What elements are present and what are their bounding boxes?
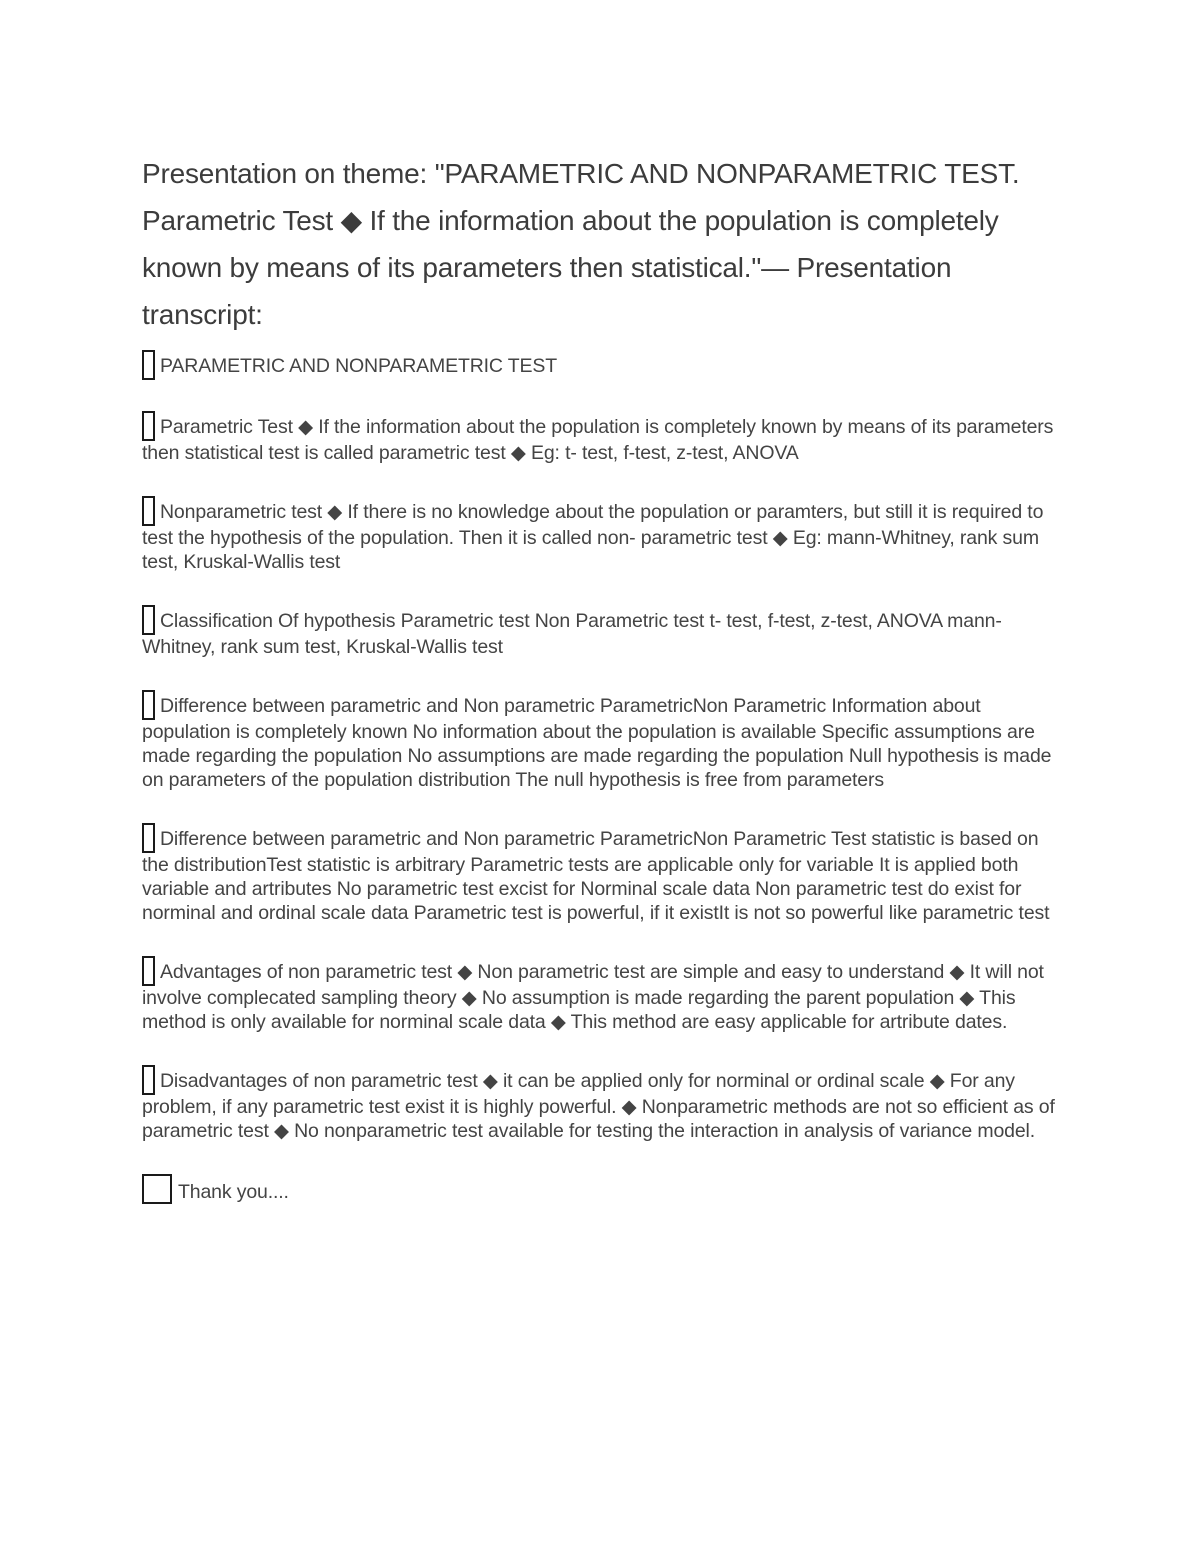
empty-box-icon — [142, 496, 155, 526]
empty-box-icon — [142, 605, 155, 635]
list-item — [142, 1174, 1062, 1204]
list-item — [142, 411, 1062, 465]
list-item — [142, 605, 1062, 659]
slide-text: PARAMETRIC AND NONPARAMETRIC TEST — [160, 355, 558, 377]
list-item — [142, 350, 1062, 380]
list-item — [142, 823, 1062, 925]
empty-box-icon — [142, 1174, 172, 1204]
transcript-list — [142, 350, 1062, 1235]
slide-text: Nonparametric test ◆ If there is no knowledge about the population or paramters, but still it is required to test the hypothesis of the population. Then it is called non- parametric test ◆ Eg: mann-Whitney, rank sum test, Kruskal-Wallis test — [142, 501, 1044, 573]
empty-box-icon — [142, 956, 155, 986]
empty-box-icon — [142, 411, 155, 441]
slide-text: Disadvantages of non parametric test ◆ it can be applied only for norminal or ordinal scale ◆ For any problem, if any parametric test exist it is highly powerful. ◆ Nonparametric methods are not so efficient as of parametric test ◆ No nonparametric test available for testing the interaction in analysis of variance model. — [142, 1070, 1055, 1142]
page-title: Presentation on theme: "PARAMETRIC AND NONPARAMETRIC TEST. Parametric Test ◆ If the information about the population is completely known by means of its parameters then statistical."— Presentation transcript: — [142, 158, 1020, 330]
slide-text: Advantages of non parametric test ◆ Non parametric test are simple and easy to understand ◆ It will not involve complecated sampling theory ◆ No assumption is made regarding the parent population ◆ This method is only available for norminal scale data ◆ This method are easy applicable for artribute dates. — [142, 961, 1044, 1033]
empty-box-icon — [142, 690, 155, 720]
empty-box-icon — [142, 350, 155, 380]
empty-box-icon — [142, 823, 155, 853]
list-item — [142, 956, 1062, 1034]
slide-text: Difference between parametric and Non parametric ParametricNon Parametric Test statistic is based on the distributionTest statistic is arbitrary Parametric tests are applicable only for variable It is applied both variable and artributes No parametric test excist for Norminal scale data Non parametric test do exist for norminal and ordinal scale data Parametric test is powerful, if it existIt is not so powerful like parametric test — [142, 828, 1050, 924]
empty-box-icon — [142, 1065, 155, 1095]
list-item — [142, 496, 1062, 574]
slide-text: Classification Of hypothesis Parametric test Non Parametric test t- test, f-test, z-test, ANOVA mann-Whitney, rank sum test, Kruskal-Wallis test — [142, 610, 1002, 658]
list-item — [142, 1065, 1062, 1143]
slide-text: Difference between parametric and Non parametric ParametricNon Parametric Information about population is completely known No information about the population is available Specific assumptions are made regarding the population No assumptions are made regarding the population Null hypothesis is made on parameters of the population distribution The null hypothesis is free from parameters — [142, 695, 1052, 791]
slide-text: Parametric Test ◆ If the information about the population is completely known by means of its parameters then statistical test is called parametric test ◆ Eg: t- test, f-test, z-test, ANOVA — [142, 416, 1054, 464]
list-item — [142, 690, 1062, 792]
slide-text: Thank you.... — [178, 1181, 289, 1203]
